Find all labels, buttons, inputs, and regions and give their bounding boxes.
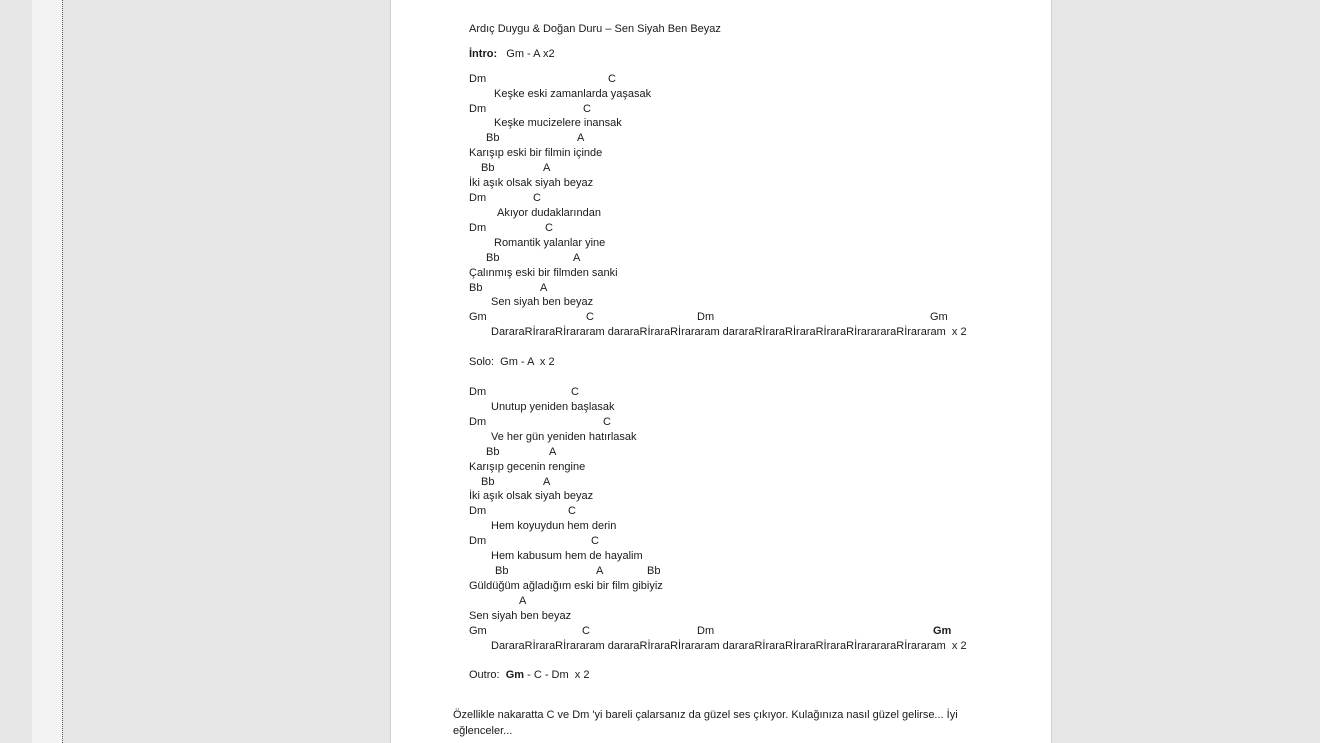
chord: C <box>582 625 590 637</box>
chord: Dm <box>469 192 487 204</box>
chord: A <box>596 565 604 577</box>
chord: Gm <box>469 311 487 323</box>
chord: Bb <box>495 565 509 577</box>
chord: A <box>540 282 548 294</box>
chord: A <box>577 132 585 144</box>
solo-line: Solo: Gm - A x 2 <box>469 356 555 368</box>
chord: A <box>549 446 557 458</box>
song-title: Ardıç Duygu & Doğan Duru – Sen Siyah Ben Beyaz <box>469 23 721 35</box>
workspace-background-right <box>1051 0 1320 743</box>
chord: Bb <box>486 252 500 264</box>
chord: C <box>568 505 576 517</box>
chord: Gm <box>933 625 952 637</box>
chord: Dm <box>469 222 487 234</box>
chord: Dm <box>697 625 715 637</box>
chord: C <box>571 386 579 398</box>
navigation-pane <box>0 0 32 743</box>
ruler-strip <box>32 0 63 743</box>
lyric-line: Keşke eski zamanlarda yaşasak <box>494 88 652 100</box>
chord: C <box>603 416 611 428</box>
lyric-line: İki aşık olsak siyah beyaz <box>469 177 594 189</box>
chord: Bb <box>481 476 495 488</box>
chord: Dm <box>469 416 487 428</box>
document-page[interactable] <box>390 0 1052 743</box>
chord: Bb <box>481 162 495 174</box>
chord: C <box>586 311 594 323</box>
chord: Dm <box>469 505 487 517</box>
chord: Bb <box>486 132 500 144</box>
lyric-line: Karışıp gecenin rengine <box>469 461 586 473</box>
lyric-line: İki aşık olsak siyah beyaz <box>469 490 594 502</box>
lyric-line: Akıyor dudaklarından <box>497 207 601 219</box>
chorus-line: DararaRİraraRİrararam dararaRİraraRİrararam dararaRİraraRİraraRİraraRİrarararaRİrararam x 2 <box>491 326 967 338</box>
workspace-background <box>63 0 390 743</box>
chord: C <box>545 222 553 234</box>
chord: A <box>543 476 551 488</box>
lyric-line: Çalınmış eski bir filmden sanki <box>469 267 618 279</box>
lyric-line: Sen siyah ben beyaz <box>469 610 572 622</box>
chord: C <box>591 535 599 547</box>
chord: A <box>519 595 527 607</box>
chord: Dm <box>697 311 715 323</box>
lyric-line: Ve her gün yeniden hatırlasak <box>491 431 637 443</box>
chord: C <box>583 103 591 115</box>
lyric-line: Hem koyuydun hem derin <box>491 520 617 532</box>
chorus-line: DararaRİraraRİrararam dararaRİraraRİrararam dararaRİraraRİraraRİraraRİrarararaRİrararam x 2 <box>491 640 967 652</box>
lyric-line: Unutup yeniden başlasak <box>491 401 615 413</box>
chord: Gm <box>469 625 487 637</box>
lyric-line: Karışıp eski bir filmin içinde <box>469 147 603 159</box>
lyric-line: Romantik yalanlar yine <box>494 237 606 249</box>
chord: Dm <box>469 386 487 398</box>
chord: A <box>573 252 581 264</box>
chord: Dm <box>469 535 487 547</box>
chord: C <box>608 73 616 85</box>
intro-line: İntro: Gm - A x2 <box>469 48 555 60</box>
footer-note-line1: Özellikle nakaratta C ve Dm 'yi bareli çalarsanız da güzel ses çıkıyor. Kulağınıza nasıl güzel gelirse... İyi <box>453 709 958 721</box>
lyric-line: Sen siyah ben beyaz <box>491 296 594 308</box>
chord: Dm <box>469 103 487 115</box>
chord: Bb <box>469 282 483 294</box>
chord: Dm <box>469 73 487 85</box>
lyric-line: Güldüğüm ağladığım eski bir film gibiyiz <box>469 580 663 592</box>
outro-line: Outro: Gm - C - Dm x 2 <box>469 669 590 681</box>
footer-note-line2: eğlenceler... <box>453 725 513 737</box>
lyric-line: Keşke mucizelere inansak <box>494 117 622 129</box>
chord: A <box>543 162 551 174</box>
chord: Bb <box>647 565 661 577</box>
chord: Gm <box>930 311 948 323</box>
lyric-line: Hem kabusum hem de hayalim <box>491 550 643 562</box>
chord: Bb <box>486 446 500 458</box>
chord: C <box>533 192 541 204</box>
